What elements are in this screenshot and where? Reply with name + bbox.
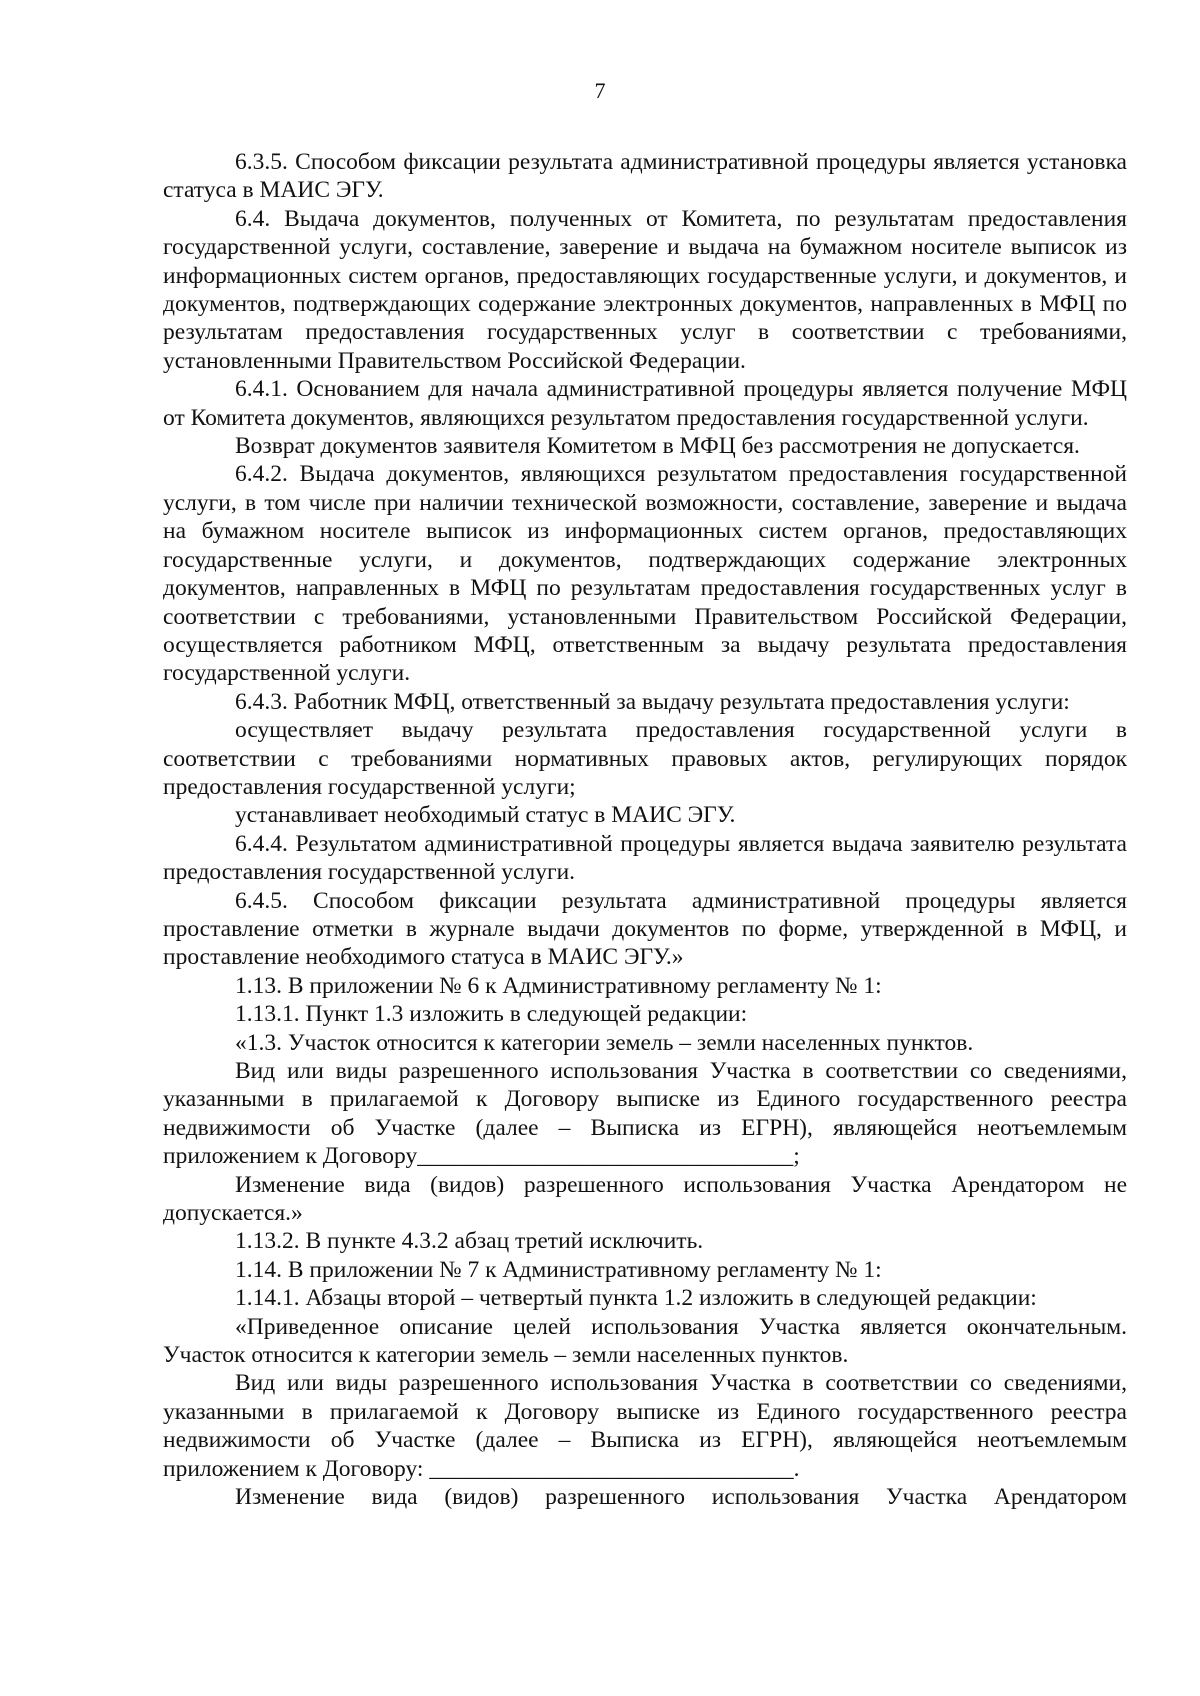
paragraph-description-final: «Приведенное описание целей использования Участка является окончательным. Участок относится к категории земель – земли населенных пунктов.	[163, 1313, 1127, 1369]
paragraph-6-3-5: 6.3.5. Способом фиксации результата административной процедуры является установка статуса в МАИС ЭГУ.	[163, 149, 1127, 204]
paragraph-issues-result: осуществляет выдачу результата предоставления государственной услуги в соответствии с требованиями нормативных правовых актов, регулирующих порядок предоставления государственной услуги;	[163, 717, 1127, 800]
paragraph-permitted-use: Вид или виды разрешенного использования Участка в соответствии со сведениями, указанными в прилагаемой к Договору выписке из Единого государственного реестра недвижимости об Участке (далее – Выписка из ЕГРН), являющейся неотъемлемым приложением к Договору________________________________;	[163, 1058, 1127, 1170]
paragraph-6-4-1: 6.4.1. Основанием для начала административной процедуры является получение МФЦ от Комитета документов, являющихся результатом предоставления государственной услуги.	[163, 376, 1127, 431]
paragraph-1-14: 1.14. В приложении № 7 к Административному регламенту № 1:	[235, 1256, 882, 1283]
paragraph-return-of-documents: Возврат документов заявителя Комитетом в МФЦ без рассмотрения не допускается.	[235, 433, 1080, 460]
paragraph-1-14-1: 1.14.1. Абзацы второй – четвертый пункта 1.2 изложить в следующей редакции:	[235, 1285, 1037, 1312]
paragraph-6-4-4: 6.4.4. Результатом административной процедуры является выдача заявителю результата предоставления государственной услуги.	[163, 830, 1127, 886]
paragraph-6-4-2: 6.4.2. Выдача документов, являющихся результатом предоставления государственной услуги, в том числе при наличии технической возможности, составление, заверение и выдача на бумажном носителе выписок из информационных систем органов, предоставляющих государственные услуги, и документов, подтверждающих содержание электронных документов, направленных в МФЦ по результатам предоставления государственных услуг в соответствии с требованиями, установленными Правительством Российской Федерации, осуществляется работником МФЦ, ответственным за выдачу результата предоставления государственной услуги.	[163, 461, 1127, 687]
paragraph-6-4: 6.4. Выдача документов, полученных от Комитета, по результатам предоставления государственной услуги, составление, заверение и выдача на бумажном носителе выписок из информационных систем органов, предоставляющих государственные услуги, и документов, и документов, подтверждающих содержание электронных документов, направленных в МФЦ по результатам предоставления государственных услуг в соответствии с требованиями, установленными Правительством Российской Федерации.	[163, 205, 1127, 374]
paragraph-1-3-quote: «1.3. Участок относится к категории земель – земли населенных пунктов.	[235, 1029, 974, 1056]
paragraph-change-not-allowed: Изменение вида (видов) разрешенного использования Участка Арендатором не допускается.»	[163, 1171, 1127, 1227]
paragraph-sets-status: устанавливает необходимый статус в МАИС ЭГУ.	[235, 802, 736, 829]
page-number: 7	[594, 78, 606, 103]
paragraph-1-13-1: 1.13.1. Пункт 1.3 изложить в следующей редакции:	[235, 1001, 748, 1028]
paragraph-change-of-use: Изменение вида (видов) разрешенного использования Участка Арендатором	[235, 1484, 1127, 1511]
paragraph-permitted-use-2: Вид или виды разрешенного использования Участка в соответствии со сведениями, указанными в прилагаемой к Договору выписке из Единого государственного реестра недвижимости об Участке (далее – Выписка из ЕГРН), являющейся неотъемлемым приложением к Договору: _______________________________.	[163, 1370, 1127, 1482]
document-body	[163, 148, 1127, 1512]
paragraph-1-13-2: 1.13.2. В пункте 4.3.2 абзац третий исключить.	[235, 1228, 704, 1255]
paragraph-1-13: 1.13. В приложении № 6 к Административному регламенту № 1:	[235, 972, 882, 999]
paragraph-6-4-3: 6.4.3. Работник МФЦ, ответственный за выдачу результата предоставления услуги:	[235, 688, 1070, 715]
paragraph-6-4-5: 6.4.5. Способом фиксации результата административной процедуры является проставление отметки в журнале выдачи документов по форме, утвержденной в МФЦ, и проставление необходимого статуса в МАИС ЭГУ.»	[163, 887, 1127, 971]
